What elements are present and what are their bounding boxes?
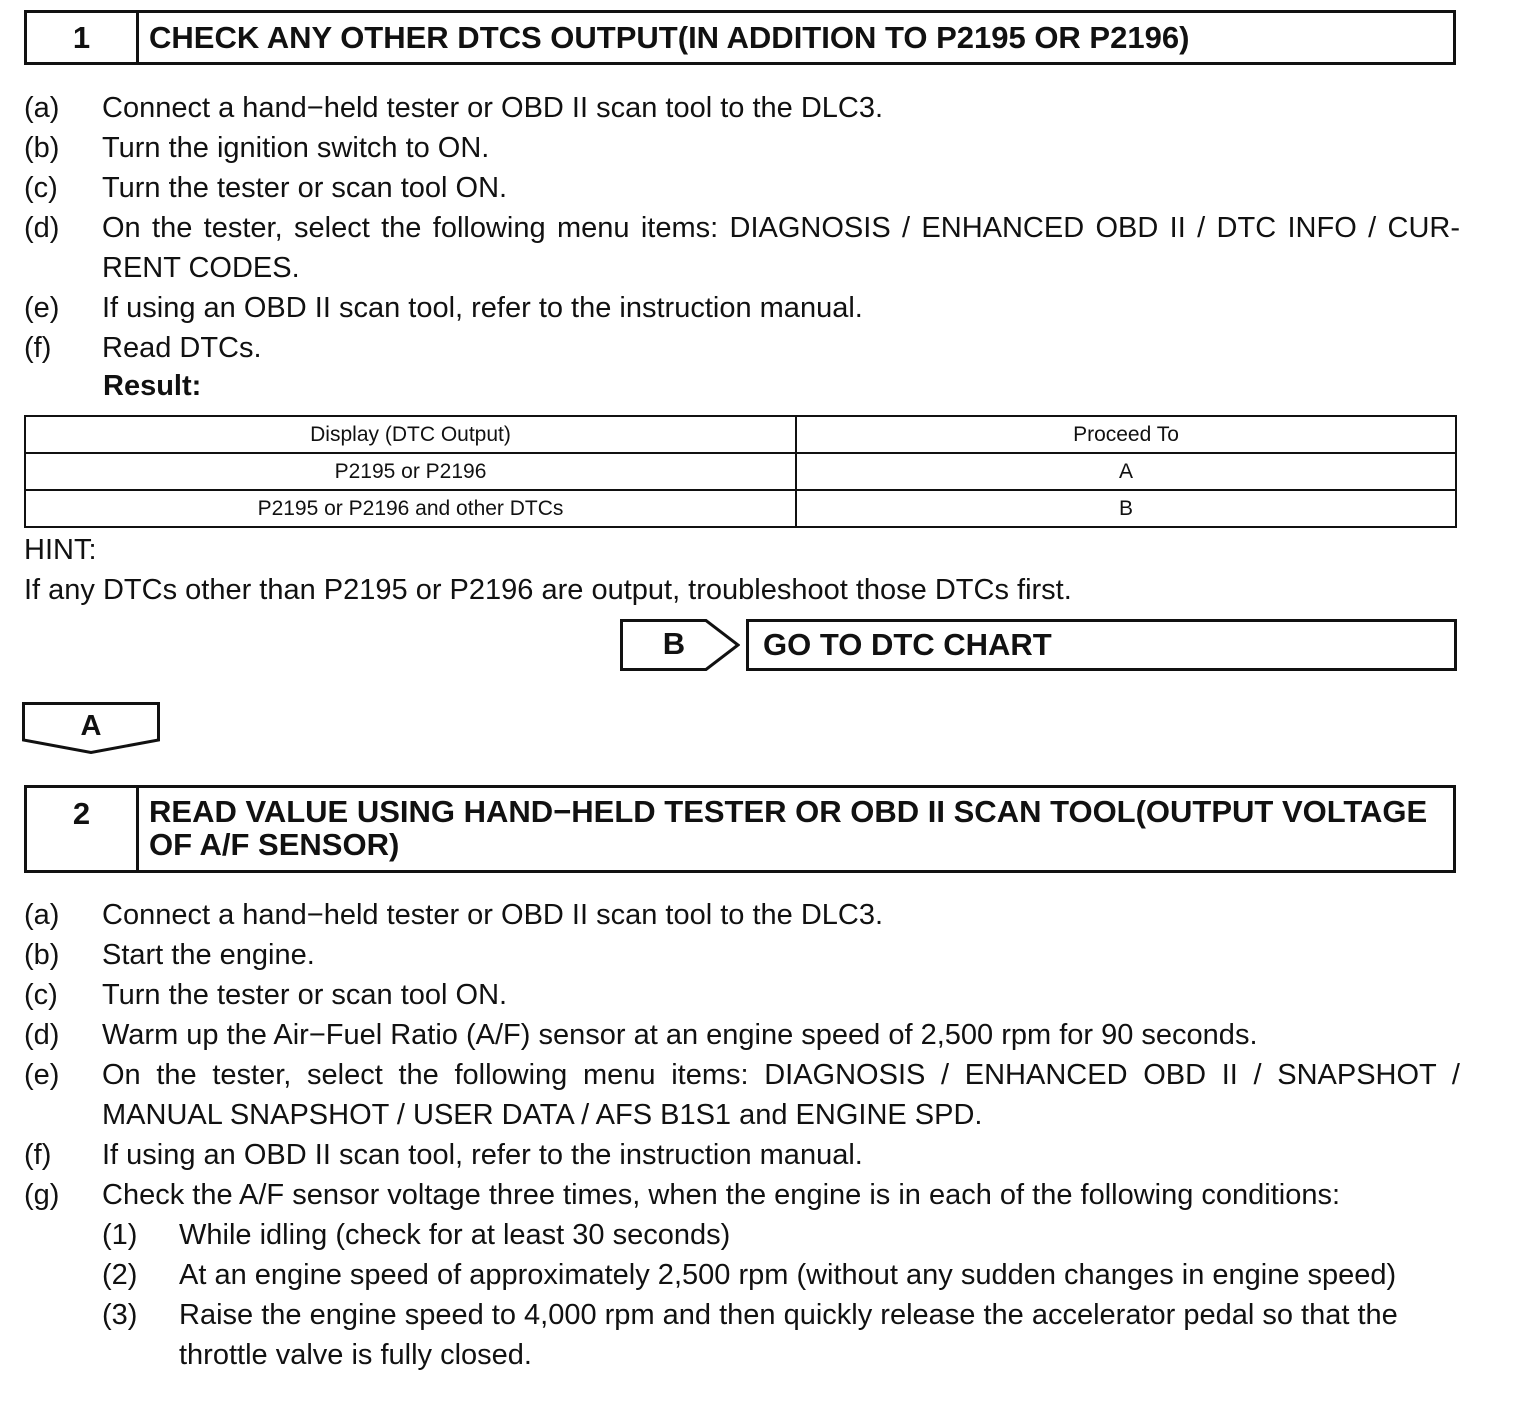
hint-text: If any DTCs other than P2195 or P2196 are output, troubleshoot those DTCs first. <box>24 574 1072 606</box>
sub-instruction-item <box>102 1295 1460 1375</box>
item-text: Start the engine. <box>102 939 315 971</box>
goto-dtc-chart-box: GO TO DTC CHART <box>746 619 1457 671</box>
instruction-item <box>24 88 1460 128</box>
step-2-number: 2 <box>27 788 139 870</box>
instruction-item <box>24 128 1460 168</box>
instruction-item <box>24 895 1460 935</box>
item-letter: (e) <box>24 1059 60 1091</box>
item-text: If using an OBD II scan tool, refer to the instruction manual. <box>102 292 863 324</box>
item-letter: (f) <box>24 1139 52 1171</box>
item-letter: (a) <box>24 92 60 124</box>
item-letter: (d) <box>24 1019 60 1051</box>
instruction-item <box>24 288 1460 328</box>
item-letter: (e) <box>24 292 60 324</box>
item-text: Read DTCs. <box>102 332 262 364</box>
step-2-instructions <box>24 895 1460 1375</box>
result-table <box>24 415 1457 528</box>
instruction-item <box>24 1015 1460 1055</box>
item-text: If using an OBD II scan tool, refer to the instruction manual. <box>102 1139 863 1171</box>
sub-instruction-item <box>102 1215 1460 1255</box>
item-letter: (c) <box>24 979 58 1011</box>
item-text: Turn the ignition switch to ON. <box>102 132 490 164</box>
table-cell: P2195 or P2196 <box>25 453 796 490</box>
item-letter: (f) <box>24 332 52 364</box>
item-letter: (b) <box>24 939 60 971</box>
item-letter: (g) <box>24 1179 60 1211</box>
instruction-item <box>24 1175 1460 1215</box>
item-letter: (c) <box>24 172 58 204</box>
sub-item-text: Raise the engine speed to 4,000 rpm and then quickly release the accelerator pedal so that the throttle valve is fully closed. <box>179 1299 1398 1371</box>
table-header-row <box>25 416 1456 453</box>
sub-instruction-item <box>102 1255 1460 1295</box>
branch-a-letter: A <box>80 710 102 742</box>
branch-b-arrow <box>620 619 740 671</box>
instruction-item <box>24 208 1460 288</box>
sub-item-text: While idling (check for at least 30 seconds) <box>179 1219 731 1251</box>
step-1-number: 1 <box>27 13 139 62</box>
hint-label: HINT: <box>24 534 97 566</box>
branch-a-arrow <box>22 702 160 754</box>
table-header-cell: Display (DTC Output) <box>25 416 796 453</box>
item-text: Check the A/F sensor voltage three times, when the engine is in each of the following conditions: <box>102 1179 1341 1211</box>
sub-item-text: At an engine speed of approximately 2,500 rpm (without any sudden changes in engine speed) <box>179 1259 1397 1291</box>
sub-item-number: (1) <box>102 1219 138 1251</box>
step-1-header <box>24 10 1456 65</box>
item-letter: (d) <box>24 212 60 244</box>
instruction-item <box>24 328 1460 368</box>
item-text: On the tester, select the following menu items: DIAGNOSIS / ENHANCED OBD II / SNAPSHOT / MANUAL SNAPSHOT / USER DATA / AFS B1S1 and ENGINE SPD. <box>102 1059 1460 1131</box>
item-letter: (b) <box>24 132 60 164</box>
step-1-title: CHECK ANY OTHER DTCS OUTPUT(IN ADDITION TO P2195 OR P2196) <box>149 20 1190 55</box>
step-2-header <box>24 785 1456 873</box>
table-header-cell: Proceed To <box>796 416 1456 453</box>
instruction-item <box>24 1135 1460 1175</box>
result-label: Result: <box>103 370 202 402</box>
table-cell: B <box>796 490 1456 527</box>
item-text: Turn the tester or scan tool ON. <box>102 172 508 204</box>
sub-item-number: (2) <box>102 1259 138 1291</box>
instruction-item <box>24 1055 1460 1135</box>
item-text: Warm up the Air−Fuel Ratio (A/F) sensor at an engine speed of 2,500 rpm for 90 seconds. <box>102 1019 1258 1051</box>
table-row <box>25 490 1456 527</box>
instruction-item <box>24 975 1460 1015</box>
item-text: Turn the tester or scan tool ON. <box>102 979 508 1011</box>
item-text: On the tester, select the following menu items: DIAGNOSIS / ENHANCED OBD II / DTC INFO / CUR-RENT CODES. <box>102 212 1460 284</box>
item-text: Connect a hand−held tester or OBD II scan tool to the DLC3. <box>102 899 884 931</box>
step-1-instructions <box>24 88 1460 368</box>
table-cell: A <box>796 453 1456 490</box>
item-text: Connect a hand−held tester or OBD II scan tool to the DLC3. <box>102 92 884 124</box>
item-letter: (a) <box>24 899 60 931</box>
instruction-item <box>24 935 1460 975</box>
branch-b-letter: B <box>662 626 686 661</box>
sub-item-number: (3) <box>102 1299 138 1331</box>
instruction-item <box>24 168 1460 208</box>
table-row <box>25 453 1456 490</box>
step-2-title: READ VALUE USING HAND−HELD TESTER OR OBD II SCAN TOOL(OUTPUT VOLTAGE OF A/F SENSOR) <box>149 794 1428 862</box>
table-cell: P2195 or P2196 and other DTCs <box>25 490 796 527</box>
